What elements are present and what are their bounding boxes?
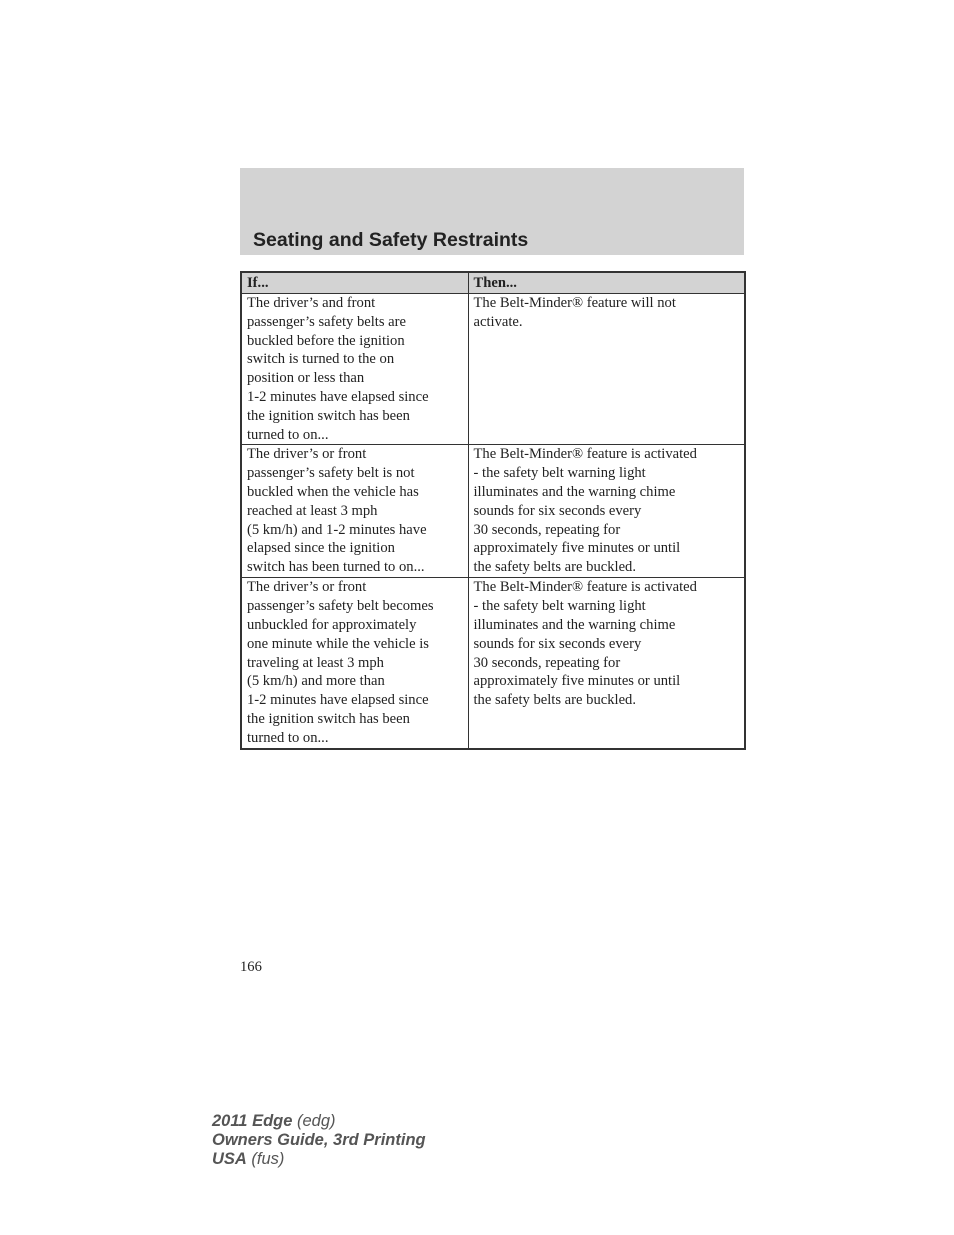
footer-line-market (212, 1150, 426, 1169)
section-header (240, 168, 744, 255)
section-title: Seating and Safety Restraints (253, 229, 529, 251)
then-cell: The Belt-Minder® feature is activated - the safety belt warning light illuminates and the warning chime sounds for six seconds every 30 seconds, repeating for approximately five minutes or until the safety belts are buckled. (468, 578, 745, 749)
footer-model: 2011 Edge (212, 1112, 293, 1130)
footer-market-code: (fus) (246, 1150, 285, 1168)
table-row (241, 445, 745, 578)
footer-guide: Owners Guide, 3rd Printing (212, 1131, 426, 1149)
column-header-then: Then... (468, 272, 745, 294)
footer-line-model (212, 1112, 426, 1131)
table-row (241, 578, 745, 749)
then-cell: The Belt-Minder® feature is activated - the safety belt warning light illuminates and the warning chime sounds for six seconds every 30 seconds, repeating for approximately five minutes or until the safety belts are buckled. (468, 445, 745, 578)
if-cell: The driver’s and front passenger’s safety belts are buckled before the ignition switch is turned to the on position or less than 1-2 minutes have elapsed since the ignition switch has been turned to on... (241, 294, 468, 445)
table-row (241, 294, 745, 445)
footer-model-code: (edg) (292, 1112, 336, 1130)
if-cell: The driver’s or front passenger’s safety belt is not buckled when the vehicle has reached at least 3 mph (5 km/h) and 1-2 minutes have elapsed since the ignition switch has been turned to on... (241, 445, 468, 578)
then-cell: The Belt-Minder® feature will not activate. (468, 294, 745, 445)
if-then-table (240, 271, 746, 750)
table-header-row (241, 272, 745, 294)
if-cell: The driver’s or front passenger’s safety belt becomes unbuckled for approximately one minute while the vehicle is traveling at least 3 mph (5 km/h) and more than 1-2 minutes have elapsed since the ignition switch has been turned to on... (241, 578, 468, 749)
footer-market: USA (212, 1150, 247, 1168)
column-header-if: If... (241, 272, 468, 294)
page-number: 166 (240, 959, 262, 975)
document-footer (212, 1112, 426, 1169)
footer-line-guide (212, 1131, 426, 1150)
